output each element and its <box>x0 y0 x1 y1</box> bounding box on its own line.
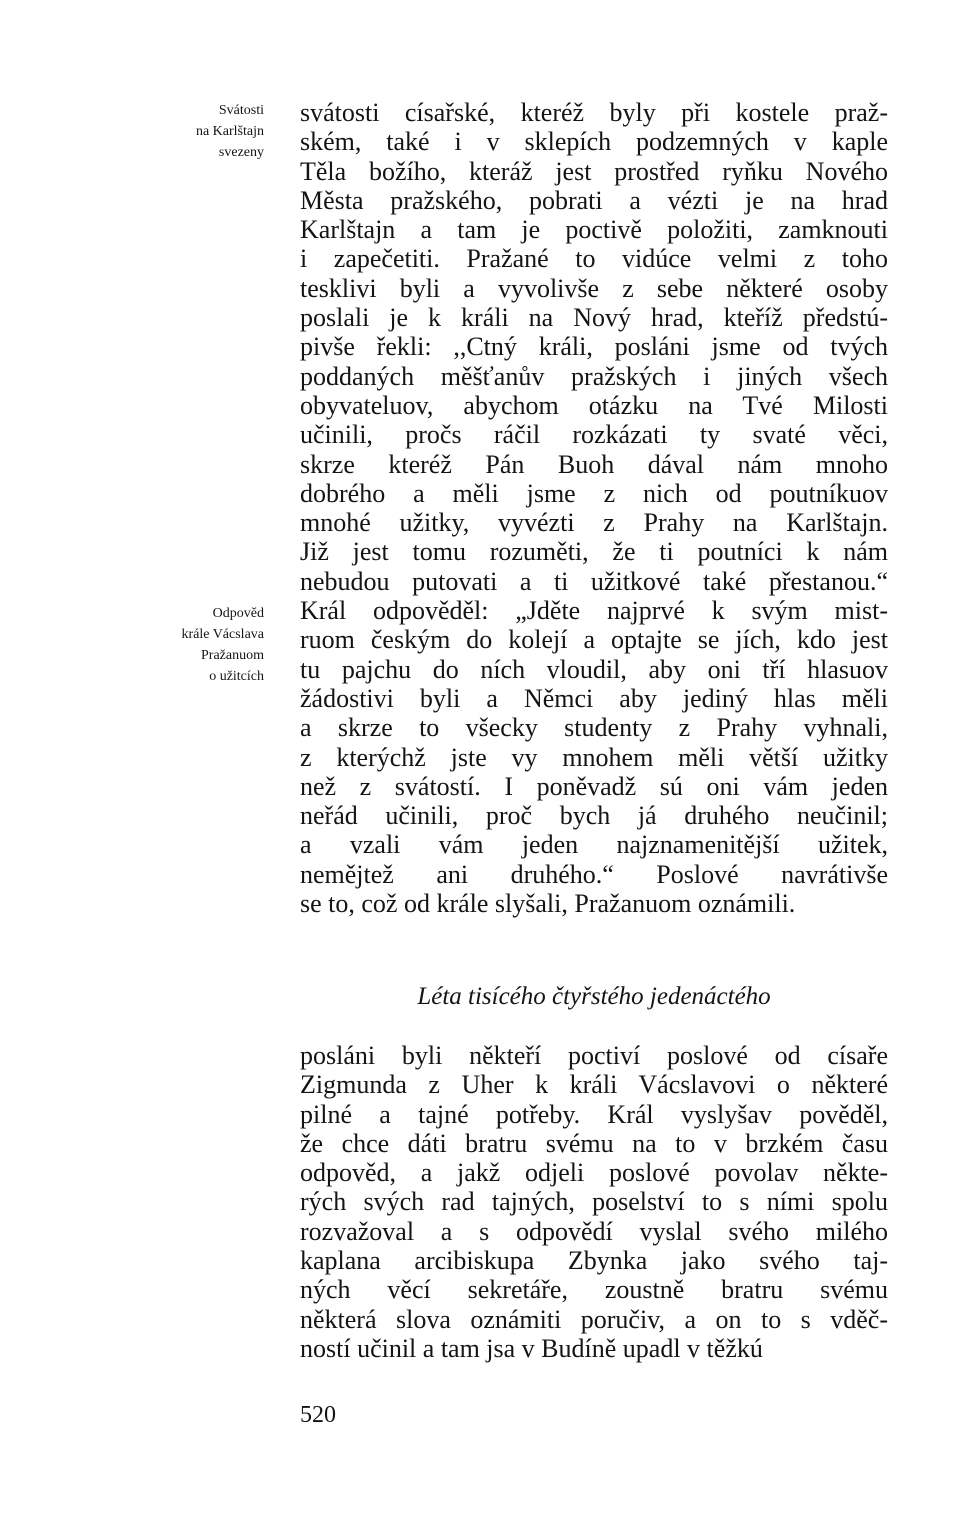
text-line: Již jest tomu rozuměti, že ti poutníci k nám <box>300 537 888 567</box>
text-line: odpověd, a jakž odjeli poslové povolav někte- <box>300 1158 888 1188</box>
text-line: tesklivi byli a vyvolivše z sebe některé osoby <box>300 273 888 303</box>
margin-note-line: Pražanuom <box>201 648 264 663</box>
text-line: kaplana arcibiskupa Zbynka jako svého taj- <box>300 1246 888 1276</box>
text-line: svátosti císařské, kteréž byly při kostele praž- <box>300 98 888 127</box>
text-line: mnohé užitky, vyvézti z Prahy na Karlštajn. <box>300 508 888 538</box>
margin-note-line: na Karlštajn <box>195 124 264 139</box>
margin-note-line: svezeny <box>218 145 264 160</box>
margin-note-line: Svátosti <box>218 103 264 118</box>
text-line: tu pajchu do ních vloudil, aby oni tří hlasuov <box>300 654 888 684</box>
text-line: poddaných měšťanův pražských i jiných všech <box>300 361 888 391</box>
margin-note-odpoved <box>140 603 264 687</box>
text-line: ností učinil a tam jsa v Budíně upadl v těžkú <box>300 1333 763 1363</box>
text-line: nebudou putovati a ti užitkové také přestanou.“ <box>300 566 888 596</box>
text-line: poslali je k králi na Nový hrad, kteříž předstú- <box>300 303 888 333</box>
text-line: ském, také i v sklepích podzemných v kaple <box>300 127 888 157</box>
text-line: se to, což od krále slyšali, Pražanuom oznámili. <box>300 889 796 919</box>
text-line: a vzali vám jeden najznamenitější užitek, <box>300 830 888 860</box>
text-line: žádostivi byli a Němci aby jediný hlas měli <box>300 683 888 713</box>
text-line: než z svátostí. I poněvadž sú oni vám jeden <box>300 771 888 801</box>
text-line: Karlštajn a tam je poctivě položiti, zamknouti <box>300 215 888 245</box>
text-line: ruom českým do kolejí a optajte se jích, kdo jest <box>300 625 888 655</box>
text-line: posláni byli někteří poctiví poslové od císaře <box>300 1041 888 1070</box>
text-line: skrze kteréž Pán Buoh dával nám mnoho <box>300 449 888 479</box>
text-line: neřád učinili, proč bych já druhého neučinil; <box>300 801 888 831</box>
main-paragraph-1 <box>300 98 888 918</box>
text-line: nemějtež ani druhého.“ Poslové navrátivše <box>300 859 888 889</box>
text-line: dobrého a měli jsme z nich od poutníkuov <box>300 478 888 508</box>
page-number: 520 <box>300 1402 336 1428</box>
text-line: Města pražského, pobrati a vézti je na hrad <box>300 185 888 215</box>
text-line: některá slova oznámiti poručiv, a on to s vděč- <box>300 1304 888 1334</box>
text-line: rozvažoval a s odpovědí vyslal svého milého <box>300 1216 888 1246</box>
text-line: učinili, pročs ráčil rozkázati ty svaté věci, <box>300 420 888 450</box>
text-line: pilné a tajné potřeby. Král vyslyšav pověděl, <box>300 1099 888 1129</box>
margin-note-line: krále Vácslava <box>181 627 264 642</box>
margin-note-line: Odpověd <box>212 606 264 621</box>
text-line: obyvateluov, abychom otázku na Tvé Milosti <box>300 390 888 420</box>
text-line: a skrze to všecky studenty z Prahy vyhnali, <box>300 713 888 743</box>
margin-note-line: o užitcích <box>209 669 264 684</box>
text-line: Těla božího, kteráž jest prostřed ryňku Nového <box>300 156 888 186</box>
text-line: Zigmunda z Uher k králi Vácslavovi o některé <box>300 1070 888 1100</box>
year-heading: Léta tisícého čtyřstého jedenáctého <box>417 983 771 1010</box>
text-line: i zapečetiti. Pražané to vidúce velmi z toho <box>300 244 888 274</box>
text-line: rých svých rad tajných, poselství to s ními spolu <box>300 1187 888 1217</box>
margin-note-svatosti <box>140 100 264 163</box>
text-line: Král odpověděl: „Jděte najprvé k svým mist- <box>300 596 888 626</box>
text-line: z kterýchž jste vy mnohem měli větší užitky <box>300 742 888 772</box>
text-line: ných věcí sekretáře, zoustně bratru svému <box>300 1275 888 1305</box>
text-line: že chce dáti bratru svému na to v brzkém času <box>300 1128 888 1158</box>
main-paragraph-2 <box>300 1041 888 1363</box>
text-line: pivše řekli: ,,Ctný králi, posláni jsme od tvých <box>300 332 888 362</box>
